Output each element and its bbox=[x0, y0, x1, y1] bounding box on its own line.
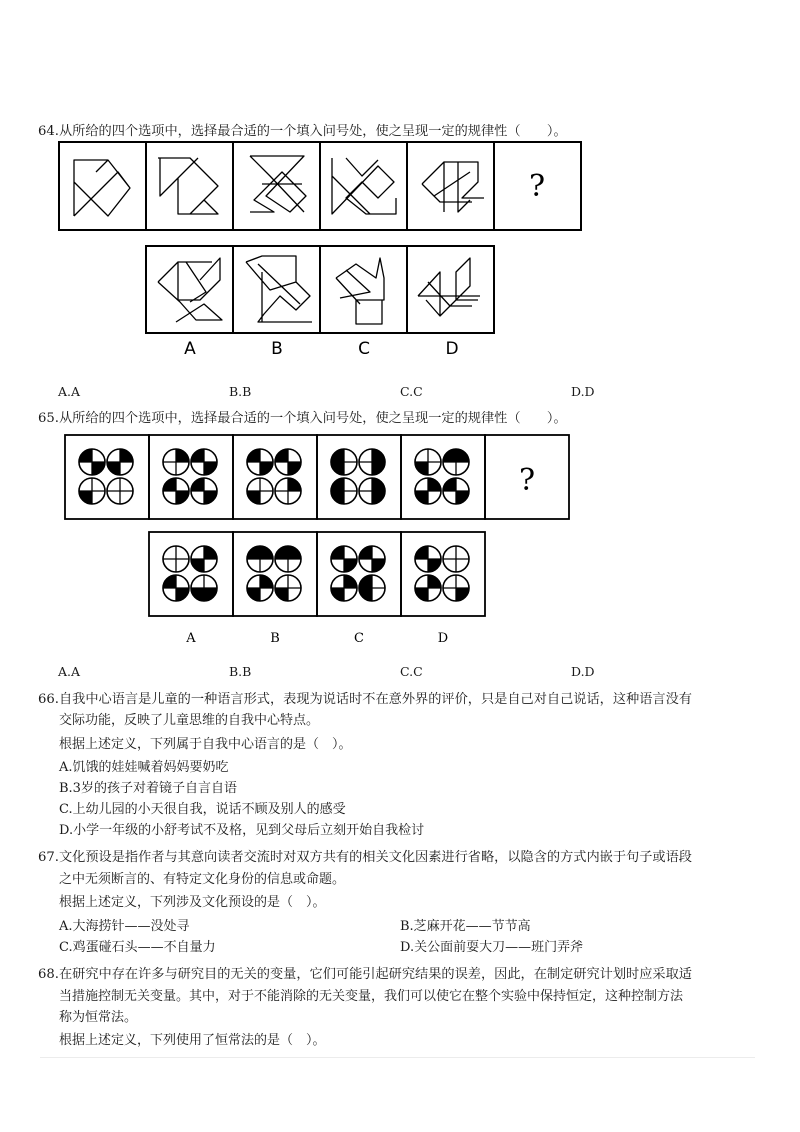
q65-panel-5 bbox=[401, 435, 485, 519]
q65-circle-outline bbox=[443, 449, 469, 475]
q65-circle-outline bbox=[163, 449, 189, 475]
q65-circle-4-3 bbox=[443, 478, 469, 504]
q65-stem: 65.从所给的四个选项中，选择最合适的一个填入问号处，使之呈现一定的规律性（ ）。 bbox=[38, 411, 567, 426]
q65-circle-4-2 bbox=[415, 478, 441, 504]
q65-circle-0-2 bbox=[79, 478, 105, 504]
q67-option-a[interactable]: A.大海捞针——没处寻 bbox=[59, 919, 190, 934]
q64-option-a[interactable]: A.A bbox=[58, 384, 81, 399]
q66-option-c[interactable]: C.上幼儿园的小天很自我，说话不顾及别人的感受 bbox=[59, 802, 346, 817]
q65-circle-outline bbox=[107, 478, 133, 504]
q65-circle-outline bbox=[163, 546, 189, 572]
q65-circle-7-0 bbox=[331, 546, 357, 572]
q65-circle-0-1 bbox=[107, 449, 133, 475]
q67-option-b[interactable]: B.芝麻开花——节节高 bbox=[400, 919, 531, 934]
q65-circle-outline bbox=[415, 449, 441, 475]
q65-circle-8-3 bbox=[443, 575, 469, 601]
q66-option-b[interactable]: B.3岁的孩子对着镜子自言自语 bbox=[59, 781, 237, 796]
q65-circle-4-0 bbox=[415, 449, 441, 475]
q65-circle-patterns bbox=[79, 449, 469, 601]
q65-panel-3 bbox=[233, 435, 317, 519]
q65-circle-5-3 bbox=[191, 575, 217, 601]
q67-option-d[interactable]: D.关公面前耍大刀——班门弄斧 bbox=[400, 940, 584, 955]
q67-option-c[interactable]: C.鸡蛋碰石头——不自量力 bbox=[59, 940, 216, 955]
q67-stem-line2: 之中无须断言的、有特定文化身份的信息或命题。 bbox=[59, 872, 346, 887]
q65-option-a[interactable]: A.A bbox=[58, 664, 81, 679]
q66-stem-line1: 66.自我中心语言是儿童的一种语言形式，表现为说话时不在意外界的评价，只是自己对自己说话，这种语言没有 bbox=[38, 692, 692, 707]
q67-stem-line1: 67.文化预设是指作者与其意向读者交流时对双方共有的相关文化因素进行省略，以隐含的方式内嵌于句子或语段 bbox=[38, 850, 692, 865]
q65-circle-outline bbox=[331, 449, 357, 475]
q65-circle-outline bbox=[331, 546, 357, 572]
q65-circle-outline bbox=[107, 449, 133, 475]
q65-circle-outline bbox=[443, 575, 469, 601]
q65-circle-8-0 bbox=[415, 546, 441, 572]
q64-fig-label-b: B bbox=[271, 339, 283, 359]
q64-fig-label-a: A bbox=[184, 339, 196, 359]
q65-option-d-box bbox=[401, 532, 485, 616]
q68-prompt: 根据上述定义，下列使用了恒常法的是（ ）。 bbox=[59, 1033, 326, 1048]
q65-circle-2-2 bbox=[247, 478, 273, 504]
q65-circle-6-1 bbox=[275, 546, 301, 572]
q68-stem-line3: 称为恒常法。 bbox=[59, 1010, 138, 1025]
q65-circle-3-3 bbox=[359, 478, 385, 504]
q64-stem: 64.从所给的四个选项中，选择最合适的一个填入问号处，使之呈现一定的规律性（ ）。 bbox=[38, 124, 567, 139]
q65-option-b-box bbox=[233, 532, 317, 616]
q65-circle-outline bbox=[79, 478, 105, 504]
page-divider bbox=[40, 1057, 755, 1058]
q64-question-mark: ? bbox=[528, 169, 546, 204]
q65-option-c-box bbox=[317, 532, 401, 616]
q65-circle-outline bbox=[275, 546, 301, 572]
q65-circle-5-1 bbox=[191, 546, 217, 572]
q65-circle-7-2 bbox=[331, 575, 357, 601]
q65-circle-outline bbox=[247, 449, 273, 475]
q65-circle-2-1 bbox=[275, 449, 301, 475]
q65-option-b[interactable]: B.B bbox=[229, 664, 252, 679]
q65-circle-outline bbox=[163, 478, 189, 504]
q65-circle-3-0 bbox=[331, 449, 357, 475]
q65-circle-outline bbox=[191, 575, 217, 601]
q65-circle-6-3 bbox=[275, 575, 301, 601]
q65-circle-outline bbox=[275, 575, 301, 601]
q65-circle-outline bbox=[191, 478, 217, 504]
q65-circle-2-0 bbox=[247, 449, 273, 475]
q65-circle-1-1 bbox=[191, 449, 217, 475]
q65-circle-3-2 bbox=[331, 478, 357, 504]
q65-circle-outline bbox=[331, 575, 357, 601]
q66-option-d[interactable]: D.小学一年级的小舒考试不及格，见到父母后立刻开始自我检讨 bbox=[59, 823, 425, 838]
q65-option-c[interactable]: C.C bbox=[400, 664, 423, 679]
q64-option-d[interactable]: D.D bbox=[571, 384, 595, 399]
q65-circle-outline bbox=[275, 449, 301, 475]
q65-circle-outline bbox=[247, 546, 273, 572]
q65-circle-outline bbox=[359, 546, 385, 572]
q67-prompt: 根据上述定义，下列涉及文化预设的是（ ）。 bbox=[59, 895, 326, 910]
q65-fig-label-c: C bbox=[354, 631, 364, 646]
q65-circle-outline bbox=[415, 546, 441, 572]
q68-stem-line2: 当措施控制无关变量。其中，对于不能消除的无关变量，我们可以使它在整个实验中保持恒定，这种控制方法 bbox=[59, 989, 684, 1004]
q65-fig-label-a: A bbox=[186, 631, 196, 646]
q65-panel-4 bbox=[317, 435, 401, 519]
q65-circle-1-0 bbox=[163, 449, 189, 475]
q65-circle-2-3 bbox=[275, 478, 301, 504]
q65-circle-0-3 bbox=[107, 478, 133, 504]
q68-stem-line1: 68.在研究中存在许多与研究目的无关的变量，它们可能引起研究结果的误差，因此，在制定研究计划时应采取适 bbox=[38, 967, 692, 982]
q65-circle-outline bbox=[275, 478, 301, 504]
q65-circle-4-1 bbox=[443, 449, 469, 475]
q64-option-c[interactable]: C.C bbox=[400, 384, 423, 399]
q65-circle-5-0 bbox=[163, 546, 189, 572]
q65-fig-label-b: B bbox=[270, 631, 280, 646]
q65-circle-outline bbox=[415, 575, 441, 601]
q66-stem-line2: 交际功能，反映了儿童思维的自我中心特点。 bbox=[59, 713, 320, 728]
q65-circle-outline bbox=[359, 575, 385, 601]
q65-circle-7-1 bbox=[359, 546, 385, 572]
q65-circle-3-1 bbox=[359, 449, 385, 475]
q66-option-a[interactable]: A.饥饿的娃娃喊着妈妈要奶吃 bbox=[59, 760, 229, 775]
q65-circle-outline bbox=[331, 478, 357, 504]
q65-circle-8-1 bbox=[443, 546, 469, 572]
q65-circle-outline bbox=[163, 575, 189, 601]
q65-circle-outline bbox=[191, 546, 217, 572]
q66-prompt: 根据上述定义，下列属于自我中心语言的是（ ）。 bbox=[59, 737, 352, 752]
q65-circle-outline bbox=[443, 546, 469, 572]
q65-circle-5-2 bbox=[163, 575, 189, 601]
q65-panel-2 bbox=[149, 435, 233, 519]
q65-circle-6-0 bbox=[247, 546, 273, 572]
q65-option-d[interactable]: D.D bbox=[571, 664, 595, 679]
q65-circle-outline bbox=[359, 449, 385, 475]
q65-circle-0-0 bbox=[79, 449, 105, 475]
q65-circle-6-2 bbox=[247, 575, 273, 601]
q65-fig-label-d: D bbox=[437, 631, 449, 646]
q65-circle-1-2 bbox=[163, 478, 189, 504]
q65-question-mark: ? bbox=[518, 463, 536, 498]
q65-circle-outline bbox=[247, 575, 273, 601]
q64-option-b[interactable]: B.B bbox=[229, 384, 252, 399]
q65-circle-outline bbox=[191, 449, 217, 475]
q64-fig-label-d: D bbox=[445, 339, 459, 359]
q65-circle-7-3 bbox=[359, 575, 385, 601]
q65-circle-outline bbox=[415, 478, 441, 504]
q65-panel-1 bbox=[65, 435, 149, 519]
q65-option-a-box bbox=[149, 532, 233, 616]
q65-circle-outline bbox=[359, 478, 385, 504]
q64-fig-label-c: C bbox=[358, 339, 370, 359]
q65-circle-8-2 bbox=[415, 575, 441, 601]
q65-circle-outline bbox=[247, 478, 273, 504]
q65-circle-outline bbox=[79, 449, 105, 475]
q65-circle-outline bbox=[443, 478, 469, 504]
q65-circle-1-3 bbox=[191, 478, 217, 504]
